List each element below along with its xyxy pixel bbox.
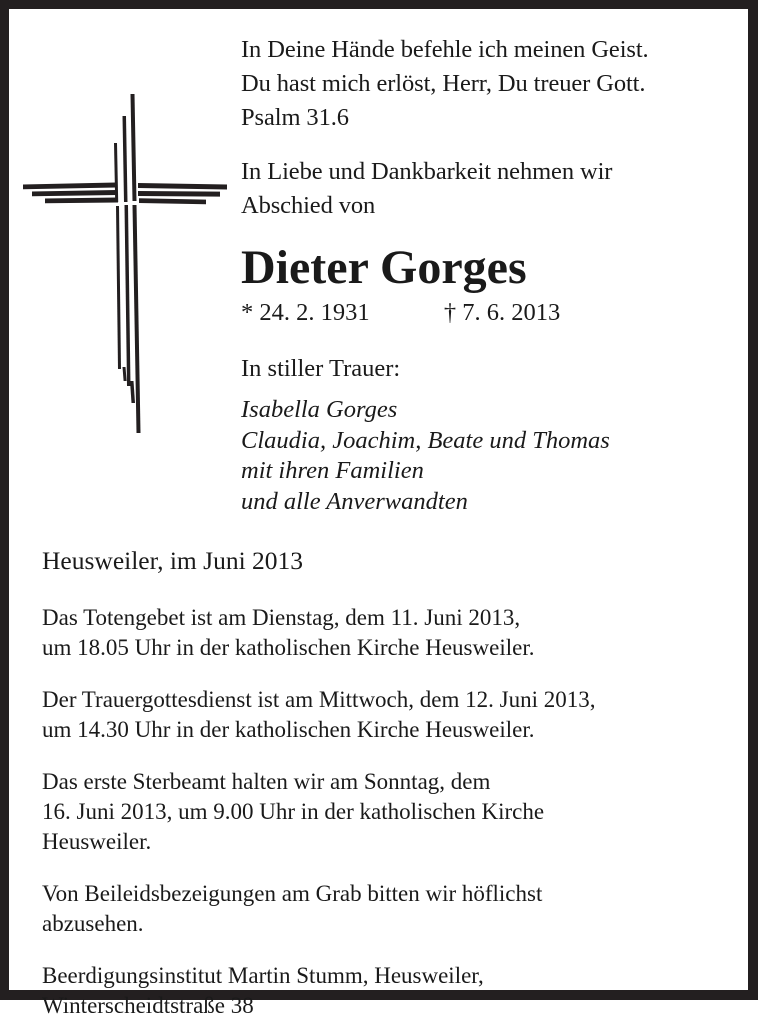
notice-line: Das erste Sterbeamt halten wir am Sonntag, dem <box>42 769 491 794</box>
verse-line-1: In Deine Hände befehle ich meinen Geist. <box>241 36 649 63</box>
farewell-intro <box>241 155 721 223</box>
life-dates <box>241 298 721 328</box>
notice-line: Von Beileidsbezeigungen am Grab bitten wir höflichst <box>42 881 543 906</box>
upper-text-block <box>241 33 721 517</box>
death-symbol: † <box>443 299 457 326</box>
notice-line: um 18.05 Uhr in der katholischen Kirche Heusweiler. <box>42 635 535 660</box>
notice-trauergottesdienst <box>42 685 732 745</box>
notice-funeral-home <box>42 961 732 1021</box>
bible-verse <box>241 33 721 135</box>
notice-beileid <box>42 879 732 939</box>
mourner-line: Isabella Gorges <box>241 396 398 423</box>
mourner-list <box>241 395 721 517</box>
notice-line: 16. Juni 2013, um 9.00 Uhr in der katholischen Kirche <box>42 799 545 824</box>
mourner-line: und alle Anverwandten <box>241 487 468 515</box>
birth-date: 24. 2. 1931 <box>259 299 370 326</box>
notice-sterbeamt <box>42 767 732 857</box>
notice-line: um 14.30 Uhr in der katholischen Kirche Heusweiler. <box>42 717 535 742</box>
mourner-line: mit ihren Familien <box>241 457 424 484</box>
lower-text-block <box>42 544 732 1021</box>
notice-line: Das Totengebet ist am Dienstag, dem 11. Juni 2013, <box>42 605 521 630</box>
place-and-date: Heusweiler, im Juni 2013 <box>42 546 304 575</box>
mourner-line: Claudia, Joachim, Beate und Thomas <box>241 426 610 454</box>
mourning-label: In stiller Trauer: <box>241 355 401 382</box>
death-date: 7. 6. 2013 <box>462 299 561 326</box>
notice-line: Heusweiler. <box>42 829 152 854</box>
intro-line-1: In Liebe und Dankbarkeit nehmen wir <box>241 158 613 185</box>
birth-symbol: * <box>241 299 254 326</box>
notice-line: Der Trauergottesdienst ist am Mittwoch, dem 12. Juni 2013, <box>42 687 596 712</box>
notice-line: Beerdigungsinstitut Martin Stumm, Heusweiler, <box>42 963 484 988</box>
christian-cross-icon <box>20 81 235 451</box>
verse-reference: Psalm 31.6 <box>241 104 349 131</box>
notice-line: Winterscheidtstraße 38 <box>42 993 254 1018</box>
notice-totengebet <box>42 603 732 663</box>
verse-line-2: Du hast mich erlöst, Herr, Du treuer Gott. <box>241 70 646 97</box>
notice-line: abzusehen. <box>42 911 144 936</box>
intro-line-2: Abschied von <box>241 192 376 219</box>
deceased-name: Dieter Gorges <box>241 241 527 294</box>
obituary-page <box>9 9 748 1018</box>
